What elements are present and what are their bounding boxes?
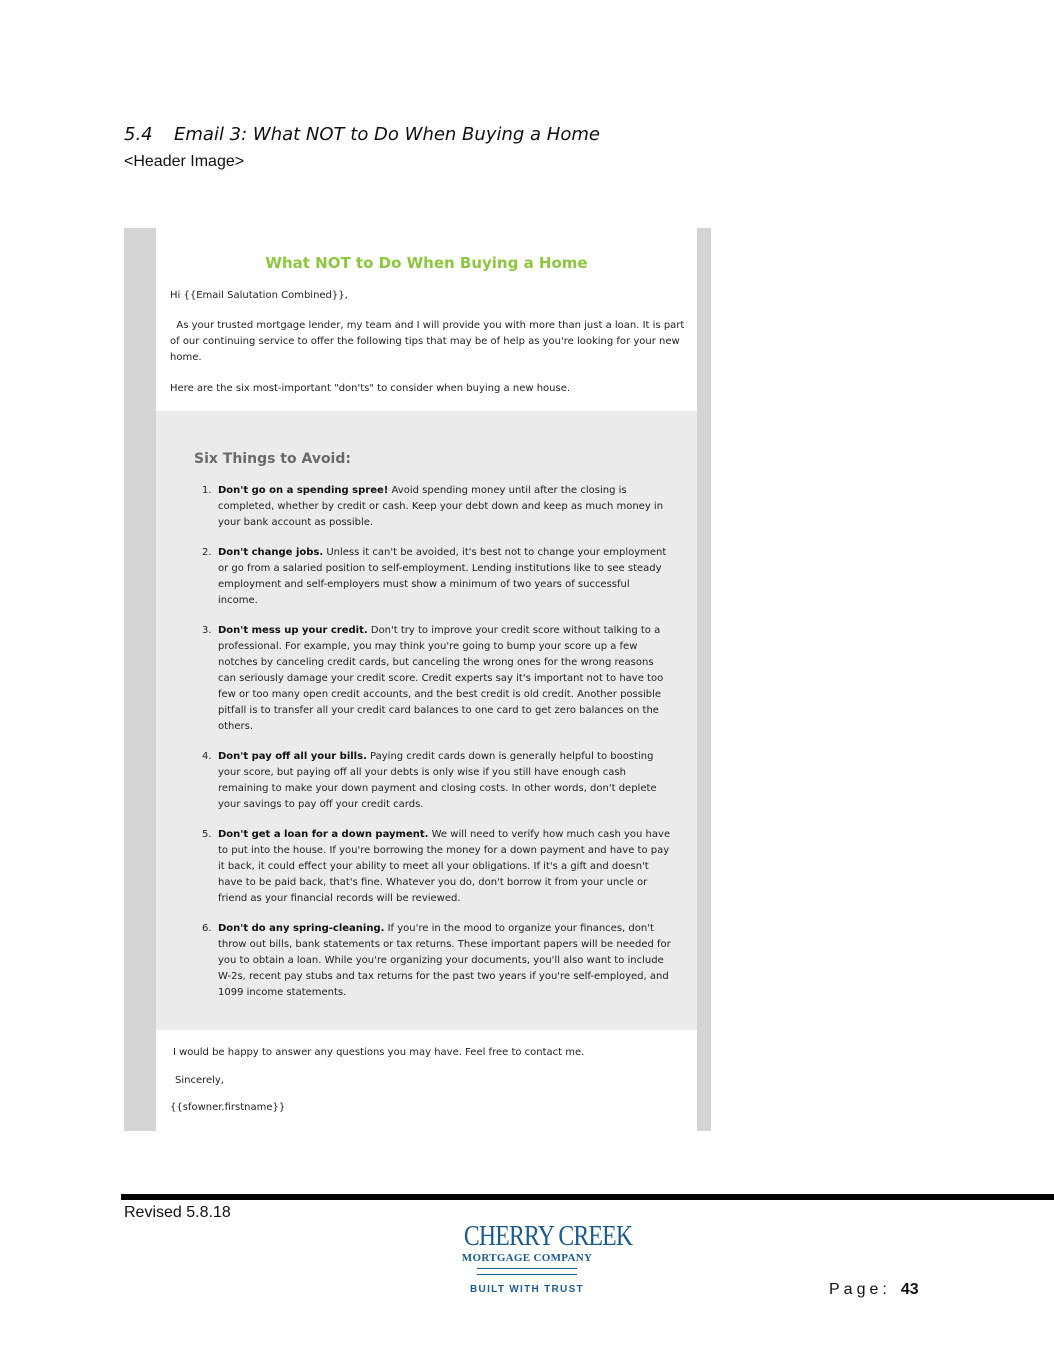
list-item bbox=[196, 827, 671, 907]
email-lead: Here are the six most-important "don'ts" to consider when buying a new house. bbox=[170, 383, 571, 394]
page-number bbox=[829, 1281, 919, 1299]
item-text: If you're in the mood to organize your finances, don't throw out bills, bank statements or tax returns. These important papers will be needed for you to obtain a loan. While you're organizing your documents, you'll also want to include W-2s, recent pay stubs and tax returns for the past two years if you're self-employed, and 1099 income statements. bbox=[218, 923, 671, 998]
item-number: 4. bbox=[202, 751, 212, 762]
footer-divider bbox=[121, 1194, 1054, 1200]
avoid-title: Six Things to Avoid: bbox=[194, 451, 351, 467]
list-item bbox=[196, 749, 671, 813]
item-heading: Don't get a loan for a down payment. bbox=[218, 829, 429, 840]
item-heading: Don't do any spring-cleaning. bbox=[218, 923, 385, 934]
item-heading: Don't go on a spending spree! bbox=[218, 485, 389, 496]
list-item bbox=[196, 483, 671, 531]
email-body bbox=[156, 228, 697, 1131]
avoid-section bbox=[156, 411, 697, 1030]
item-number: 5. bbox=[202, 829, 212, 840]
company-logo bbox=[450, 1220, 633, 1295]
page-number-value: 43 bbox=[900, 1281, 919, 1298]
section-number: 5.4 bbox=[124, 124, 153, 145]
item-text: Avoid spending money until after the closing is completed, whether by credit or cash. Keep your debt down and keep as much money in your bank account as possible. bbox=[218, 485, 664, 528]
item-heading: Don't change jobs. bbox=[218, 547, 324, 558]
email-title: What NOT to Do When Buying a Home bbox=[265, 254, 588, 272]
item-number: 6. bbox=[202, 923, 212, 934]
email-preview bbox=[124, 228, 711, 1131]
email-greeting: Hi {{Email Salutation Combined}}, bbox=[170, 290, 348, 301]
list-item bbox=[196, 545, 671, 609]
item-text: Don't try to improve your credit score without talking to a professional. For example, you may think you're going to bump your score up a few notches by canceling credit cards, but canceling the wrong ones for the wrong reasons can seriously damage your credit score. Credit experts say it's important not to have too few or too many open credit accounts, and the best credit is old credit. Another possible pitfall is to transfer all your credit card balances to one card to get zero balances on the others. bbox=[218, 625, 664, 732]
avoid-list bbox=[196, 483, 671, 1015]
item-number: 1. bbox=[202, 485, 212, 496]
section-title: Email 3: What NOT to Do When Buying a Home bbox=[174, 124, 600, 145]
email-intro-text: As your trusted mortgage lender, my team and I will provide you with more than just a loan. It is part of our continuing service to offer the following tips that may be of help as you're looking for your new home. bbox=[170, 320, 685, 363]
revised-date: Revised 5.8.18 bbox=[124, 1204, 231, 1221]
list-item bbox=[196, 921, 671, 1001]
header-image-placeholder: <Header Image> bbox=[124, 153, 245, 170]
item-heading: Don't mess up your credit. bbox=[218, 625, 368, 636]
email-signature: {{sfowner.firstname}} bbox=[170, 1102, 286, 1113]
page-label: Page: bbox=[829, 1281, 891, 1298]
item-text: Unless it can't be avoided, it's best not to change your employment or go from a salaried position to self-employment. Lending institutions like to see steady employment and self-employers must show a minimum of two years of successful income. bbox=[218, 547, 667, 606]
item-text: Paying credit cards down is generally helpful to boosting your score, but paying off all your debts is only wise if you still have enough cash remaining to make your down payment and closing costs. In other words, don't deplete your savings to pay off your credit cards. bbox=[218, 751, 657, 810]
item-number: 2. bbox=[202, 547, 212, 558]
logo-wordmark: CHERRY CREEK bbox=[463, 1220, 633, 1252]
item-heading: Don't pay off all your bills. bbox=[218, 751, 367, 762]
logo-tagline: BUILT WITH TRUST bbox=[470, 1284, 584, 1295]
item-number: 3. bbox=[202, 625, 212, 636]
logo-subtitle: MORTGAGE COMPANY bbox=[461, 1252, 593, 1264]
section-heading bbox=[124, 124, 600, 145]
logo-rule bbox=[477, 1268, 577, 1275]
email-intro bbox=[170, 318, 686, 366]
list-item bbox=[196, 623, 671, 735]
email-signoff: Sincerely, bbox=[175, 1075, 225, 1086]
email-closing: I would be happy to answer any questions you may have. Feel free to contact me. bbox=[173, 1047, 585, 1058]
item-text: We will need to verify how much cash you have to put into the house. If you're borrowing the money for a down payment and have to pay it back, it could effect your ability to meet all your obligations. If it's a gift and doesn't have to be paid back, that's fine. Whatever you do, don't borrow it from your uncle or friend as your financial records will be reviewed. bbox=[218, 829, 671, 904]
